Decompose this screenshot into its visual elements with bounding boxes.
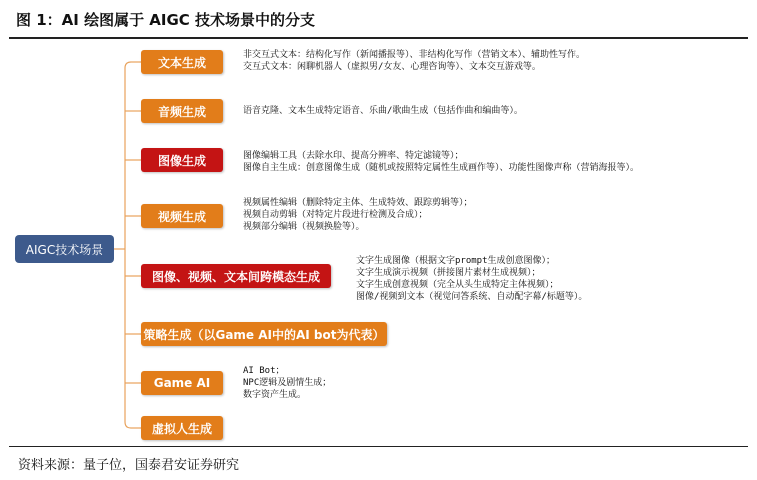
branch-image-generation [141, 148, 223, 172]
branch-game-ai-desc [243, 365, 331, 401]
root-node-aigc [15, 235, 114, 263]
bottom-rule [9, 446, 748, 447]
source-note: 资料来源：量子位，国泰君安证券研究 [18, 458, 240, 473]
branch-label: 虚拟人生成 [151, 421, 212, 436]
desc-line: 文字生成创意视频（完全从头生成特定主体视频）； [356, 280, 559, 290]
branch-strategy-generation [141, 322, 387, 346]
desc-line: 交互式文本：闲聊机器人（虚拟男/女友、心理咨询等）、文本交互游戏等。 [243, 62, 541, 72]
branch-label: 图像生成 [157, 153, 206, 168]
desc-line: 视频属性编辑（删除特定主体、生成特效、跟踪剪辑等）； [243, 198, 473, 208]
desc-line: 非交互式文本：结构化写作（新闻播报等）、非结构化写作（营销文本）、辅助性写作。 [243, 50, 586, 60]
branch-game-ai [141, 371, 223, 395]
branch-cross-modal-generation-desc [356, 255, 587, 303]
desc-line: AI Bot； [243, 366, 285, 376]
branch-label: 图像、视频、文本间跨模态生成 [151, 269, 320, 284]
desc-line: NPC逻辑及剧情生成； [243, 378, 332, 388]
branch-label: 视频生成 [157, 209, 206, 224]
desc-line: 视频部分编辑（视频换脸等）。 [243, 222, 365, 232]
branch-image-generation-desc [243, 150, 639, 174]
desc-line: 视频自动剪辑（对特定片段进行检测及合成）； [243, 210, 428, 220]
branch-virtual-human-generation [141, 416, 223, 440]
desc-line: 图像自主生成：创意图像生成（随机或按照特定属性生成画作等）、功能性图像声称（营销海报等）。 [243, 163, 640, 173]
branch-label: 音频生成 [157, 104, 206, 119]
desc-line: 数字资产生成。 [243, 390, 307, 400]
branch-video-generation [141, 204, 223, 228]
branch-audio-generation-desc [243, 105, 523, 117]
branch-audio-generation [141, 99, 223, 123]
desc-line: 图像/视频到文本（视觉问答系统、自动配字幕/标题等）。 [356, 292, 588, 302]
branch-cross-modal-generation [141, 264, 331, 288]
desc-line: 文字生成图像（根据文字prompt生成创意图像）； [356, 256, 556, 266]
branch-video-generation-desc [243, 197, 473, 233]
desc-line: 语音克隆、文本生成特定语音、乐曲/歌曲生成（包括作曲和编曲等）。 [243, 106, 523, 116]
branch-label: 策略生成（以Game AI中的AI bot为代表） [143, 327, 385, 342]
branch-label: Game AI [153, 376, 211, 390]
branch-text-generation [141, 50, 223, 74]
branch-text-generation-desc [243, 49, 585, 73]
figure-title: 图 1：AI 绘图属于 AIGC 技术场景中的分支 [16, 11, 316, 29]
root-node-label: AIGC技术场景 [25, 242, 104, 257]
desc-line: 图像编辑工具（去除水印、提高分辨率、特定滤镜等）； [243, 151, 464, 161]
branch-label: 文本生成 [157, 55, 206, 70]
desc-line: 文字生成演示视频（拼接图片素材生成视频）； [356, 268, 541, 278]
